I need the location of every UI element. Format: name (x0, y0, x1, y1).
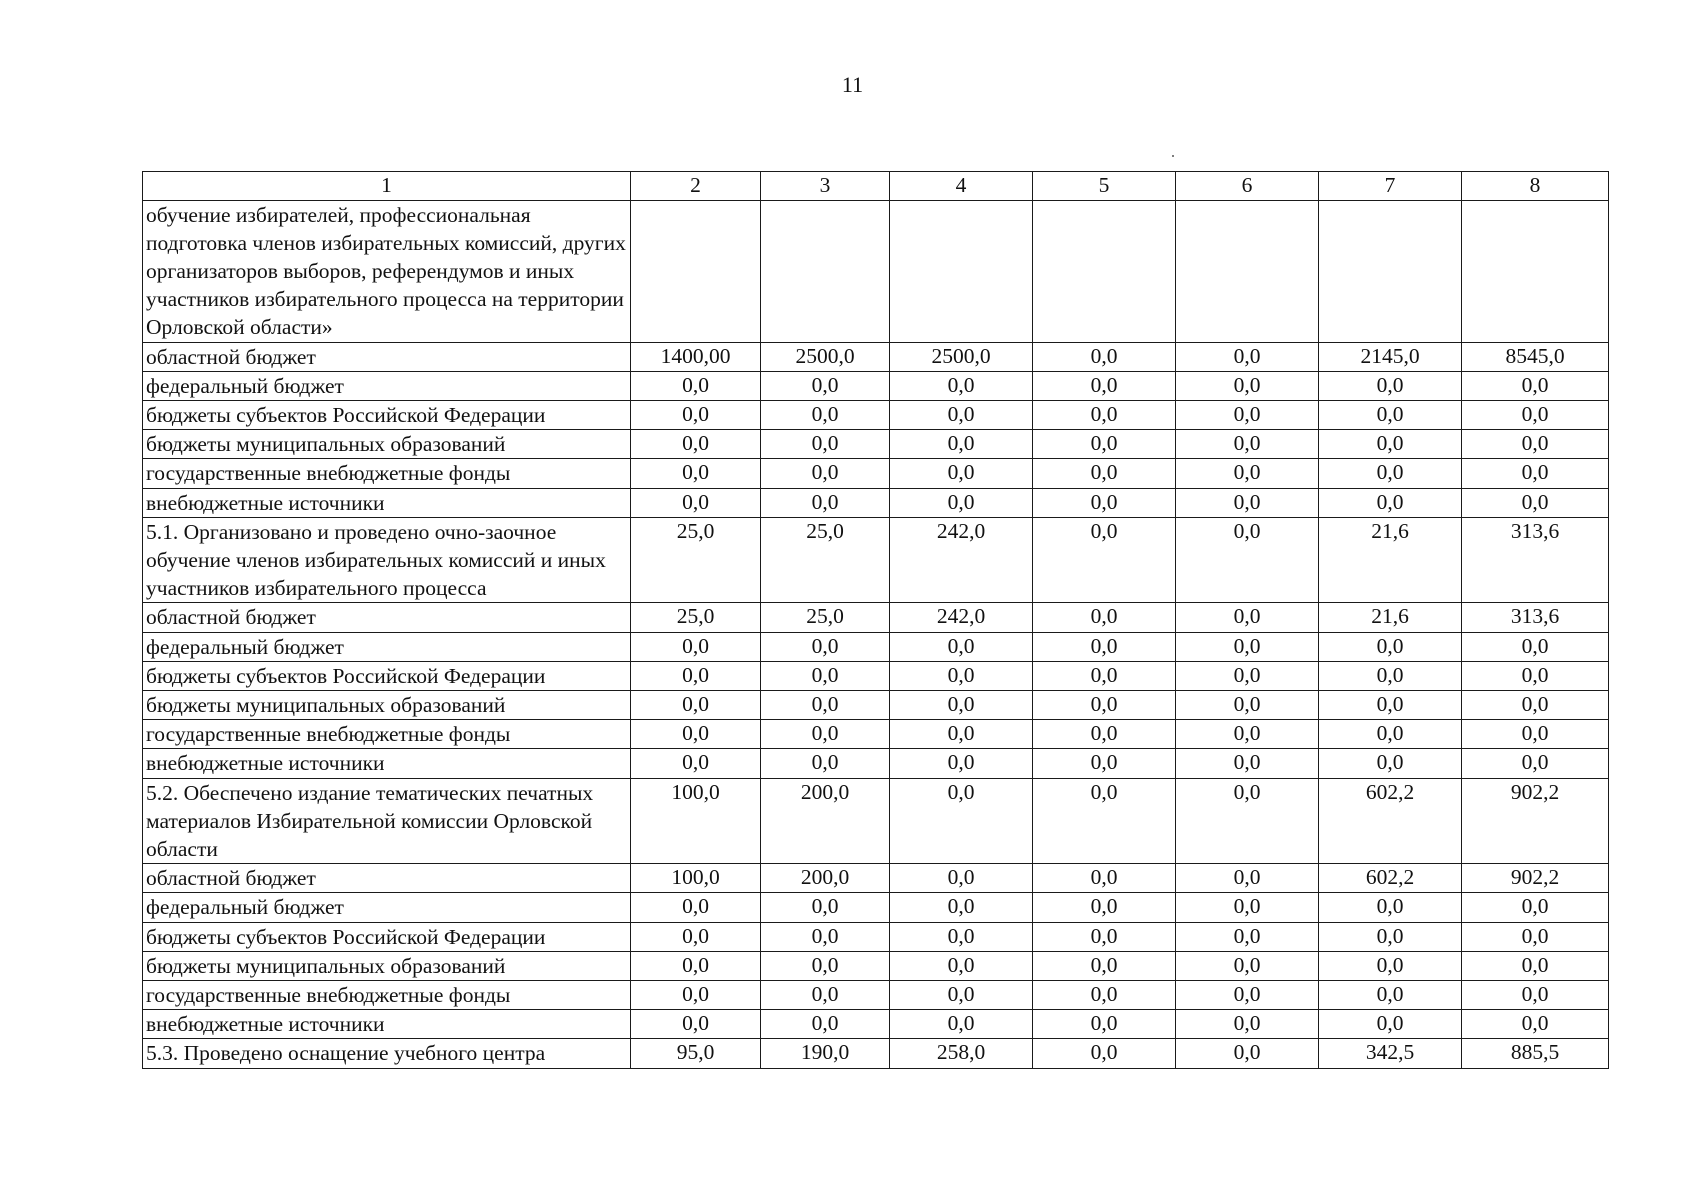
row-label: государственные внебюджетные фонды (143, 720, 631, 749)
row-label: внебюджетные источники (143, 488, 631, 517)
value-cell: 602,2 (1319, 778, 1462, 864)
value-cell: 0,0 (761, 720, 890, 749)
table-row (143, 951, 1609, 980)
value-cell: 0,0 (631, 951, 761, 980)
value-cell: 242,0 (890, 517, 1033, 603)
scan-speck (1172, 155, 1174, 157)
value-cell: 0,0 (1176, 980, 1319, 1009)
row-label: обучение избирателей, профессиональная подготовка членов избирательных комиссий, других организаторов выборов, референдумов и иных участников избирательного процесса на территории Орловской области» (143, 200, 631, 342)
value-cell: 0,0 (1033, 720, 1176, 749)
value-cell: 0,0 (890, 922, 1033, 951)
value-cell: 0,0 (890, 430, 1033, 459)
value-cell: 100,0 (631, 864, 761, 893)
value-cell: 21,6 (1319, 603, 1462, 632)
value-cell: 0,0 (761, 488, 890, 517)
value-cell: 0,0 (761, 371, 890, 400)
value-cell: 0,0 (761, 430, 890, 459)
value-cell: 0,0 (1176, 893, 1319, 922)
row-label: государственные внебюджетные фонды (143, 980, 631, 1009)
value-cell: 0,0 (761, 632, 890, 661)
value-cell: 0,0 (890, 778, 1033, 864)
value-cell: 0,0 (890, 951, 1033, 980)
value-cell: 0,0 (1176, 864, 1319, 893)
table-row (143, 690, 1609, 719)
value-cell: 0,0 (1033, 430, 1176, 459)
value-cell: 0,0 (1033, 893, 1176, 922)
table-row (143, 1010, 1609, 1039)
value-cell: 25,0 (631, 603, 761, 632)
value-cell: 0,0 (1462, 720, 1609, 749)
value-cell: 0,0 (1319, 430, 1462, 459)
value-cell: 0,0 (1033, 778, 1176, 864)
value-cell: 0,0 (1462, 951, 1609, 980)
row-label: 5.3. Проведено оснащение учебного центра (143, 1039, 631, 1068)
value-cell: 0,0 (1176, 922, 1319, 951)
value-cell: 0,0 (1033, 632, 1176, 661)
value-cell: 2145,0 (1319, 342, 1462, 371)
value-cell: 0,0 (1033, 342, 1176, 371)
column-header: 4 (890, 172, 1033, 201)
value-cell: 1400,00 (631, 342, 761, 371)
value-cell: 2500,0 (761, 342, 890, 371)
row-label: федеральный бюджет (143, 632, 631, 661)
value-cell: 0,0 (1319, 371, 1462, 400)
value-cell: 0,0 (1176, 342, 1319, 371)
value-cell: 0,0 (890, 690, 1033, 719)
value-cell: 0,0 (890, 980, 1033, 1009)
column-header: 5 (1033, 172, 1176, 201)
value-cell: 0,0 (631, 371, 761, 400)
row-label: бюджеты субъектов Российской Федерации (143, 400, 631, 429)
budget-table (142, 171, 1609, 1069)
table-row (143, 342, 1609, 371)
table-row (143, 980, 1609, 1009)
table-row (143, 864, 1609, 893)
row-label: областной бюджет (143, 342, 631, 371)
value-cell: 200,0 (761, 778, 890, 864)
value-cell: 0,0 (1176, 951, 1319, 980)
value-cell (1176, 200, 1319, 342)
value-cell: 0,0 (1033, 517, 1176, 603)
value-cell: 0,0 (890, 459, 1033, 488)
table-row (143, 720, 1609, 749)
value-cell: 0,0 (1319, 1010, 1462, 1039)
value-cell: 0,0 (1033, 980, 1176, 1009)
value-cell: 342,5 (1319, 1039, 1462, 1068)
value-cell: 0,0 (1033, 922, 1176, 951)
value-cell: 0,0 (1033, 749, 1176, 778)
value-cell: 0,0 (1033, 1010, 1176, 1039)
table-row (143, 749, 1609, 778)
row-label: бюджеты муниципальных образований (143, 951, 631, 980)
row-label: бюджеты субъектов Российской Федерации (143, 922, 631, 951)
value-cell: 0,0 (890, 1010, 1033, 1039)
value-cell: 0,0 (1462, 922, 1609, 951)
value-cell: 0,0 (1319, 720, 1462, 749)
table-row (143, 778, 1609, 864)
value-cell (761, 200, 890, 342)
value-cell: 0,0 (1033, 661, 1176, 690)
value-cell: 0,0 (1319, 488, 1462, 517)
value-cell: 95,0 (631, 1039, 761, 1068)
page-number: 11 (841, 72, 864, 97)
table-row (143, 371, 1609, 400)
value-cell: 0,0 (761, 690, 890, 719)
value-cell: 0,0 (890, 371, 1033, 400)
row-label: 5.1. Организовано и проведено очно-заочное обучение членов избирательных комиссий и иных участников избирательного процесса (143, 517, 631, 603)
value-cell: 0,0 (1319, 661, 1462, 690)
row-label: внебюджетные источники (143, 749, 631, 778)
value-cell: 0,0 (1033, 488, 1176, 517)
value-cell: 0,0 (1462, 430, 1609, 459)
value-cell: 0,0 (1319, 632, 1462, 661)
value-cell: 0,0 (1176, 690, 1319, 719)
value-cell: 313,6 (1462, 603, 1609, 632)
row-label: 5.2. Обеспечено издание тематических печатных материалов Избирательной комиссии Орловской области (143, 778, 631, 864)
row-label: федеральный бюджет (143, 371, 631, 400)
value-cell: 0,0 (631, 980, 761, 1009)
table-row (143, 400, 1609, 429)
table-row (143, 922, 1609, 951)
value-cell: 0,0 (1033, 400, 1176, 429)
value-cell: 0,0 (1462, 632, 1609, 661)
value-cell (1462, 200, 1609, 342)
value-cell: 902,2 (1462, 864, 1609, 893)
value-cell: 0,0 (1176, 488, 1319, 517)
value-cell: 0,0 (890, 488, 1033, 517)
value-cell: 0,0 (890, 720, 1033, 749)
value-cell: 25,0 (631, 517, 761, 603)
table-row (143, 893, 1609, 922)
value-cell: 0,0 (761, 1010, 890, 1039)
table-row (143, 430, 1609, 459)
value-cell: 0,0 (631, 488, 761, 517)
value-cell: 200,0 (761, 864, 890, 893)
row-label: бюджеты субъектов Российской Федерации (143, 661, 631, 690)
value-cell: 0,0 (761, 951, 890, 980)
value-cell: 0,0 (890, 400, 1033, 429)
value-cell: 0,0 (1319, 893, 1462, 922)
value-cell: 0,0 (1176, 661, 1319, 690)
value-cell: 0,0 (890, 661, 1033, 690)
value-cell: 0,0 (1176, 1010, 1319, 1039)
value-cell: 0,0 (890, 864, 1033, 893)
value-cell: 25,0 (761, 517, 890, 603)
value-cell: 0,0 (1462, 371, 1609, 400)
column-header: 2 (631, 172, 761, 201)
value-cell: 0,0 (1319, 749, 1462, 778)
table-header-row (143, 172, 1609, 201)
value-cell: 0,0 (631, 749, 761, 778)
table-row (143, 632, 1609, 661)
value-cell: 0,0 (631, 400, 761, 429)
value-cell: 602,2 (1319, 864, 1462, 893)
value-cell: 0,0 (1176, 1039, 1319, 1068)
value-cell: 313,6 (1462, 517, 1609, 603)
value-cell: 0,0 (1319, 951, 1462, 980)
value-cell: 242,0 (890, 603, 1033, 632)
value-cell: 0,0 (631, 459, 761, 488)
value-cell: 0,0 (890, 632, 1033, 661)
value-cell: 0,0 (1176, 603, 1319, 632)
value-cell: 0,0 (631, 661, 761, 690)
value-cell: 0,0 (1176, 371, 1319, 400)
table-row (143, 1039, 1609, 1068)
value-cell: 0,0 (1462, 488, 1609, 517)
value-cell: 0,0 (1176, 720, 1319, 749)
value-cell: 0,0 (631, 922, 761, 951)
column-header: 7 (1319, 172, 1462, 201)
table-row (143, 200, 1609, 342)
value-cell: 0,0 (1462, 980, 1609, 1009)
value-cell: 0,0 (1176, 778, 1319, 864)
value-cell: 0,0 (1033, 1039, 1176, 1068)
value-cell: 0,0 (1033, 603, 1176, 632)
value-cell: 0,0 (1176, 430, 1319, 459)
value-cell: 0,0 (1319, 459, 1462, 488)
value-cell: 0,0 (1033, 951, 1176, 980)
table-row (143, 488, 1609, 517)
row-label: областной бюджет (143, 864, 631, 893)
value-cell (1319, 200, 1462, 342)
value-cell: 0,0 (761, 980, 890, 1009)
value-cell: 0,0 (890, 749, 1033, 778)
value-cell (631, 200, 761, 342)
column-header: 8 (1462, 172, 1609, 201)
value-cell: 0,0 (1176, 632, 1319, 661)
value-cell: 0,0 (1176, 400, 1319, 429)
table-row (143, 459, 1609, 488)
row-label: областной бюджет (143, 603, 631, 632)
column-header: 3 (761, 172, 890, 201)
column-header: 6 (1176, 172, 1319, 201)
value-cell: 21,6 (1319, 517, 1462, 603)
value-cell: 0,0 (1033, 459, 1176, 488)
value-cell: 885,5 (1462, 1039, 1609, 1068)
value-cell: 0,0 (1462, 893, 1609, 922)
value-cell: 0,0 (1319, 922, 1462, 951)
value-cell: 0,0 (1462, 749, 1609, 778)
value-cell (890, 200, 1033, 342)
value-cell: 0,0 (1319, 980, 1462, 1009)
value-cell: 190,0 (761, 1039, 890, 1068)
value-cell: 258,0 (890, 1039, 1033, 1068)
value-cell: 0,0 (631, 893, 761, 922)
value-cell: 902,2 (1462, 778, 1609, 864)
table-row (143, 603, 1609, 632)
value-cell: 0,0 (1033, 864, 1176, 893)
value-cell: 0,0 (761, 922, 890, 951)
value-cell: 0,0 (631, 720, 761, 749)
value-cell: 0,0 (631, 430, 761, 459)
value-cell: 0,0 (1176, 459, 1319, 488)
value-cell: 0,0 (1462, 459, 1609, 488)
column-header: 1 (143, 172, 631, 201)
value-cell: 100,0 (631, 778, 761, 864)
value-cell: 0,0 (890, 893, 1033, 922)
value-cell (1033, 200, 1176, 342)
value-cell: 0,0 (1176, 749, 1319, 778)
row-label: бюджеты муниципальных образований (143, 430, 631, 459)
value-cell: 0,0 (761, 661, 890, 690)
row-label: бюджеты муниципальных образований (143, 690, 631, 719)
value-cell: 25,0 (761, 603, 890, 632)
row-label: государственные внебюджетные фонды (143, 459, 631, 488)
value-cell: 8545,0 (1462, 342, 1609, 371)
value-cell: 2500,0 (890, 342, 1033, 371)
value-cell: 0,0 (761, 400, 890, 429)
value-cell: 0,0 (1462, 690, 1609, 719)
value-cell: 0,0 (1462, 1010, 1609, 1039)
value-cell: 0,0 (1033, 371, 1176, 400)
value-cell: 0,0 (761, 893, 890, 922)
value-cell: 0,0 (1176, 517, 1319, 603)
value-cell: 0,0 (631, 1010, 761, 1039)
value-cell: 0,0 (1319, 690, 1462, 719)
value-cell: 0,0 (631, 632, 761, 661)
row-label: федеральный бюджет (143, 893, 631, 922)
value-cell: 0,0 (1462, 661, 1609, 690)
value-cell: 0,0 (761, 749, 890, 778)
value-cell: 0,0 (1033, 690, 1176, 719)
table-row (143, 517, 1609, 603)
table-row (143, 661, 1609, 690)
row-label: внебюджетные источники (143, 1010, 631, 1039)
value-cell: 0,0 (1319, 400, 1462, 429)
value-cell: 0,0 (1462, 400, 1609, 429)
value-cell: 0,0 (761, 459, 890, 488)
table-body (143, 200, 1609, 1068)
value-cell: 0,0 (631, 690, 761, 719)
